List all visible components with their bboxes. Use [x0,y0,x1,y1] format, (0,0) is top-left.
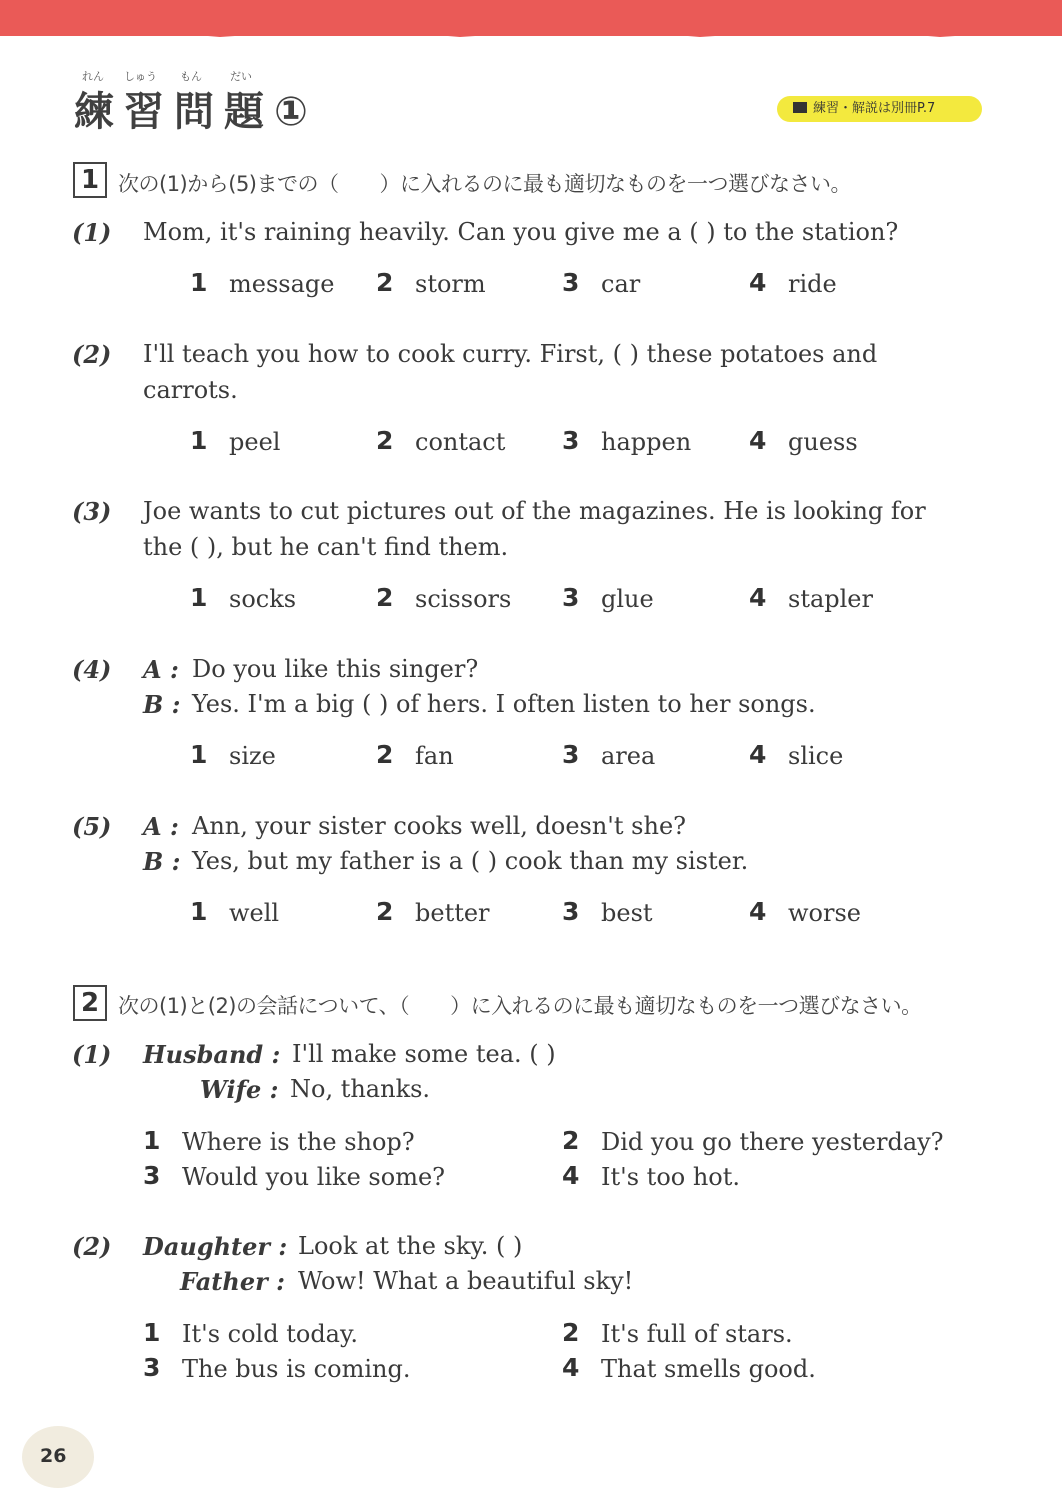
question-number: (3) [72,497,112,526]
choice-4-text: slice [788,742,844,770]
choice-3: 3 [562,426,580,455]
dialog-line-husband: I'll make some tea. ( ) [292,1040,556,1068]
speaker-husband: Husband : [143,1040,281,1069]
choice-3-text: car [601,270,641,298]
title-ruby-1: れん [82,70,104,83]
choice-1-text: It's cold today. [182,1320,358,1348]
choice-2: 2 [562,1318,580,1347]
choice-4: 4 [749,897,767,926]
title-ruby-2: しゅう [124,70,157,83]
choice-2-text: storm [415,270,486,298]
question-number: (2) [72,1232,112,1261]
choice-1-text: size [229,742,276,770]
section-2-number: 2 [73,985,107,1021]
choice-1: 1 [190,268,208,297]
choice-4-text: It's too hot. [601,1163,741,1191]
question-number: (4) [72,655,112,684]
choice-2-text: contact [415,428,506,456]
speaker-b: B : [143,690,181,719]
question-number: (1) [72,218,112,247]
section-2-instruction: 次の(1)と(2)の会話について、（ ）に入れるのに最も適切なものを一つ選びなさい。 [118,994,922,1018]
choice-4: 4 [749,268,767,297]
torn-paper-edge [0,28,1062,42]
choice-3-text: The bus is coming. [182,1355,411,1383]
choice-2-text: fan [415,742,454,770]
choice-2-text: scissors [415,585,512,613]
choice-1: 1 [190,897,208,926]
choice-4-text: stapler [788,585,873,613]
question-text: Mom, it's raining heavily. Can you give me a ( ) to the station? [143,218,899,246]
page-title: 練習問題① [74,89,318,135]
choice-4: 4 [562,1353,580,1382]
speaker-wife: Wife : [200,1075,279,1104]
choice-2-text: better [415,899,490,927]
choice-1: 1 [190,426,208,455]
choice-1: 1 [143,1318,161,1347]
choice-3: 3 [562,740,580,769]
choice-3-text: Would you like some? [182,1163,446,1191]
choice-1-text: peel [229,428,281,456]
answer-reference-badge [777,96,982,122]
question-text-line-2: carrots. [143,376,238,404]
speaker-a: A : [143,655,179,684]
dialog-line-b: Yes. I'm a big ( ) of hers. I often listen to her songs. [192,690,816,718]
choice-1-text: well [229,899,280,927]
choice-3: 3 [562,268,580,297]
choice-4: 4 [749,740,767,769]
title-ruby-3: もん [180,70,202,83]
dialog-line-wife: No, thanks. [290,1075,431,1103]
choice-3-text: glue [601,585,654,613]
question-number: (1) [72,1040,112,1069]
choice-1: 1 [190,583,208,612]
choice-2: 2 [562,1126,580,1155]
section-1-number: 1 [73,162,107,198]
choice-4: 4 [562,1161,580,1190]
question-text-line-2: the ( ), but he can't find them. [143,533,509,561]
choice-3: 3 [562,897,580,926]
dialog-line-a: Ann, your sister cooks well, doesn't she? [192,812,687,840]
choice-4: 4 [749,426,767,455]
choice-2-text: It's full of stars. [601,1320,793,1348]
question-text-line-1: I'll teach you how to cook curry. First, ( ) these potatoes and [143,340,878,368]
book-icon [793,102,807,113]
speaker-daughter: Daughter : [143,1232,288,1261]
speaker-b: B : [143,847,181,876]
choice-2: 2 [376,583,394,612]
dialog-line-b: Yes, but my father is a ( ) cook than my sister. [192,847,749,875]
dialog-line-daughter: Look at the sky. ( ) [298,1232,523,1260]
choice-2: 2 [376,897,394,926]
question-text-line-1: Joe wants to cut pictures out of the magazines. He is looking for [143,497,926,525]
question-number: (5) [72,812,112,841]
choice-4-text: guess [788,428,858,456]
choice-1: 1 [190,740,208,769]
choice-4-text: That smells good. [601,1355,816,1383]
choice-1-text: Where is the shop? [182,1128,415,1156]
speaker-father: Father : [180,1267,285,1296]
choice-4-text: worse [788,899,861,927]
choice-3-text: area [601,742,656,770]
question-number: (2) [72,340,112,369]
choice-2: 2 [376,740,394,769]
choice-3-text: best [601,899,653,927]
choice-1-text: message [229,270,335,298]
dialog-line-father: Wow! What a beautiful sky! [298,1267,634,1295]
title-ruby-4: だい [230,70,252,83]
dialog-line-a: Do you like this singer? [192,655,479,683]
speaker-a: A : [143,812,179,841]
choice-2: 2 [376,268,394,297]
choice-3: 3 [143,1161,161,1190]
choice-1-text: socks [229,585,297,613]
choice-2: 2 [376,426,394,455]
choice-3: 3 [562,583,580,612]
choice-4-text: ride [788,270,837,298]
page-number: 26 [40,1445,67,1467]
section-1-instruction: 次の(1)から(5)までの（ ）に入れるのに最も適切なものを一つ選びなさい。 [118,172,851,196]
choice-2-text: Did you go there yesterday? [601,1128,944,1156]
choice-3: 3 [143,1353,161,1382]
choice-4: 4 [749,583,767,612]
choice-1: 1 [143,1126,161,1155]
choice-3-text: happen [601,428,692,456]
badge-label: 練習・解説は別冊P.7 [813,101,936,116]
